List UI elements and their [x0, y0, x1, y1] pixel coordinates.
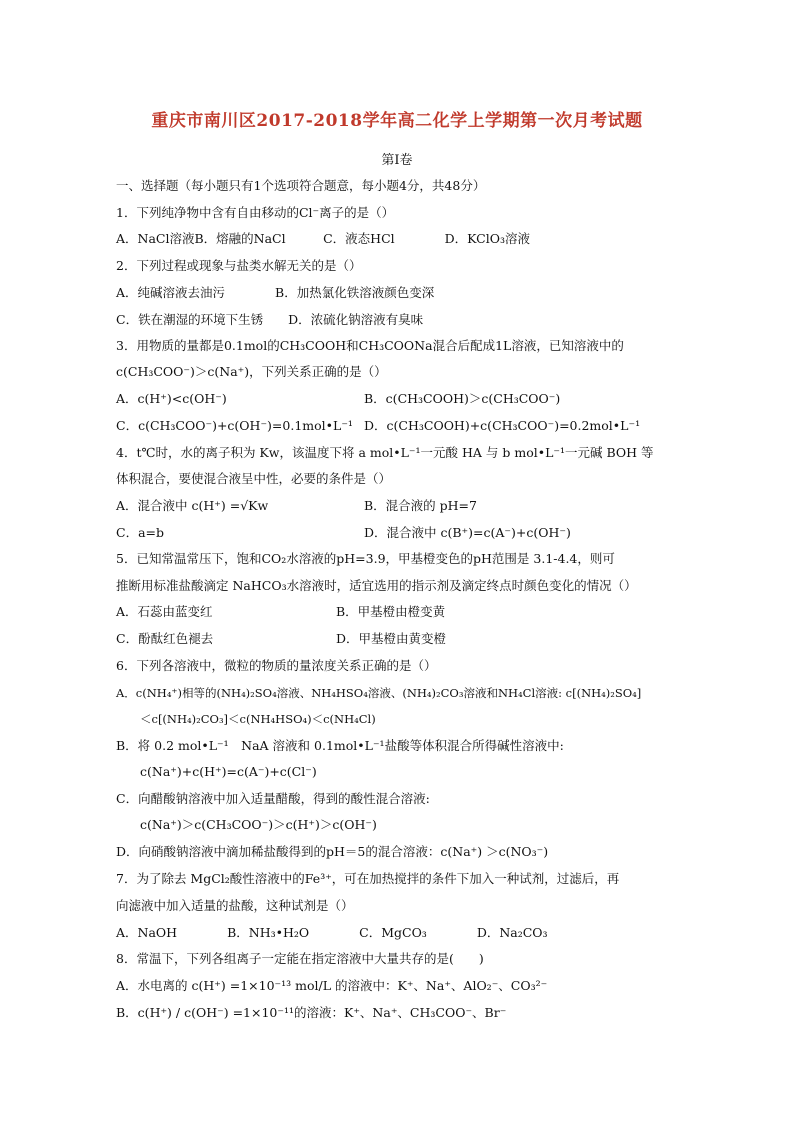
q5-option-b: B．甲基橙由橙变黄: [336, 604, 446, 619]
q4-stem-1: 4．t℃时，水的离子积为 Kw，该温度下将 a mol•L⁻¹一元酸 HA 与 b mol•L⁻¹一元碱 BOH 等: [116, 445, 654, 460]
q2-options-cd: C．铁在潮湿的环境下生锈 D．浓硫化钠溶液有臭味: [116, 312, 424, 327]
q4-option-d: D．混合液中 c(B⁺)=c(A⁻)+c(OH⁻): [364, 525, 571, 540]
q5-stem-1: 5．已知常温常压下，饱和CO₂水溶液的pH=3.9，甲基橙变色的pH范围是 3.1-4.4，则可: [116, 551, 615, 566]
q5-stem-2: 推断用标准盐酸滴定 NaHCO₃水溶液时，适宜选用的指示剂及滴定终点时颜色变化的情况（）: [116, 578, 637, 593]
q6-option-a-line1: A．c(NH₄⁺)相等的(NH₄)₂SO₄溶液、NH₄HSO₄溶液、(NH₄)₂CO₃溶液和NH₄Cl溶液: c[(NH₄)₂SO₄]: [116, 686, 642, 700]
page-title: 重庆市南川区2017-2018学年高二化学上学期第一次月考试题: [151, 111, 643, 131]
q2-stem: 2．下列过程或现象与盐类水解无关的是（）: [116, 258, 362, 273]
q6-option-b-line1: B．将 0.2 mol•L⁻¹ NaA 溶液和 0.1mol•L⁻¹盐酸等体积混合所得碱性溶液中:: [116, 738, 564, 753]
q8-option-b: B．c(H⁺) / c(OH⁻) =1×10⁻¹¹的溶液：K⁺、Na⁺、CH₃COO⁻、Br⁻: [116, 1005, 507, 1020]
q7-options: A．NaOH B．NH₃•H₂O C．MgCO₃ D．Na₂CO₃: [116, 925, 548, 940]
q4-stem-2: 体积混合，要使混合液呈中性，必要的条件是（）: [116, 471, 392, 486]
q5-option-c: C．酚酞红色褪去: [116, 631, 214, 646]
q3-stem-1: 3．用物质的量都是0.1mol的CH₃COOH和CH₃COONa混合后配成1L溶液，已知溶液中的: [116, 338, 624, 353]
q7-stem-2: 向滤液中加入适量的盐酸，这种试剂是（）: [116, 898, 354, 913]
q4-option-c: C．a=b: [116, 525, 164, 540]
section-heading: 一、选择题（每小题只有1个选项符合题意，每小题4分，共48分）: [116, 178, 486, 193]
q1-options: A．NaCl溶液B．熔融的NaCl C．液态HCl D．KClO₃溶液: [116, 231, 530, 246]
q3-option-a: A．c(H⁺)<c(OH⁻): [116, 391, 227, 406]
q5-option-d: D．甲基橙由黄变橙: [336, 631, 447, 646]
q6-option-c-line2: c(Na⁺)＞c(CH₃COO⁻)＞c(H⁺)＞c(OH⁻): [140, 817, 377, 832]
q3-option-d: D．c(CH₃COOH)+c(CH₃COO⁻)=0.2mol•L⁻¹: [364, 418, 641, 433]
q6-option-b-line2: c(Na⁺)+c(H⁺)=c(A⁻)+c(Cl⁻): [140, 764, 317, 779]
q4-option-a: A．混合液中 c(H⁺) =√Kw: [116, 498, 269, 513]
q6-option-a-line2: ＜c[(NH₄)₂CO₃]＜c(NH₄HSO₄)＜c(NH₄Cl): [140, 712, 376, 726]
volume-heading: 第Ⅰ卷: [381, 153, 413, 168]
q2-options-ab: A．纯碱溶液去油污 B．加热氯化铁溶液颜色变深: [116, 285, 435, 300]
q1-stem: 1．下列纯净物中含有自由移动的Cl⁻离子的是（）: [116, 205, 395, 220]
q3-option-b: B．c(CH₃COOH)＞c(CH₃COO⁻): [364, 391, 561, 406]
q3-option-c: C．c(CH₃COO⁻)+c(OH⁻)=0.1mol•L⁻¹: [116, 418, 353, 433]
q3-stem-2: c(CH₃COO⁻)＞c(Na⁺)，下列关系正确的是（）: [116, 364, 387, 379]
q6-option-d: D．向硝酸钠溶液中滴加稀盐酸得到的pH＝5的混合溶液：c(Na⁺) ＞c(NO₃⁻): [116, 844, 549, 859]
q4-option-b: B．混合液的 pH=7: [364, 498, 477, 513]
q8-option-a: A．水电离的 c(H⁺) =1×10⁻¹³ mol/L 的溶液中：K⁺、Na⁺、AlO₂⁻、CO₃²⁻: [116, 978, 548, 993]
q7-stem-1: 7．为了除去 MgCl₂酸性溶液中的Fe³⁺，可在加热搅拌的条件下加入一种试剂，过滤后，再: [116, 871, 620, 886]
q8-stem: 8．常温下，下列各组离子一定能在指定溶液中大量共存的是( ): [116, 951, 484, 966]
q6-option-c-line1: C．向醋酸钠溶液中加入适量醋酸，得到的酸性混合溶液:: [116, 791, 430, 806]
q6-stem: 6．下列各溶液中，微粒的物质的量浓度关系正确的是（）: [116, 658, 437, 673]
q5-option-a: A．石蕊由蓝变红: [116, 604, 213, 619]
